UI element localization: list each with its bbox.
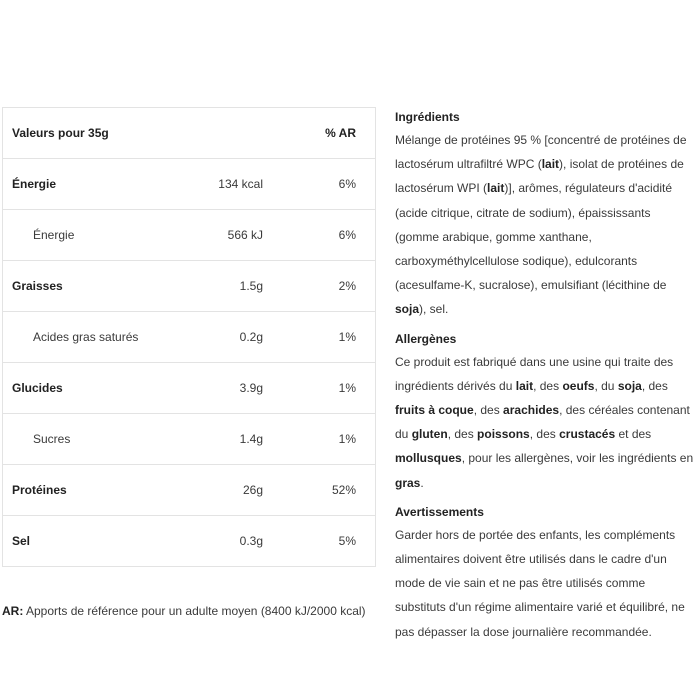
text-segment: , des	[641, 378, 668, 393]
bold-term: lait	[515, 378, 534, 393]
text-segment: ), sel.	[419, 302, 449, 317]
nutrient-value: 1.4g	[239, 432, 263, 446]
nutrient-value: 1.5g	[239, 279, 263, 293]
bold-term: gluten	[411, 427, 448, 442]
ingredients-title: Ingrédients	[395, 110, 460, 124]
nutrient-name: Énergie	[12, 177, 57, 191]
nutrient-ar: 1%	[338, 381, 356, 395]
nutrient-ar: 52%	[331, 483, 356, 497]
nutrition-rows	[3, 159, 375, 566]
nutrient-name: Protéines	[12, 483, 67, 497]
text-segment: , des	[529, 427, 560, 442]
nutrient-value: 3.9g	[239, 381, 263, 395]
nutrition-row	[3, 159, 375, 210]
nutrient-ar: 6%	[338, 177, 356, 191]
nutrient-ar: 1%	[338, 432, 356, 446]
text-segment: , pour les allergènes, voir les ingrédients en	[461, 451, 694, 466]
allergens-text	[395, 350, 695, 495]
bold-term: soja	[617, 378, 642, 393]
text-segment: , des céréales contenant du	[395, 403, 690, 442]
nutrition-row	[3, 210, 375, 261]
ingredients-text	[395, 128, 695, 322]
nutrient-name: Acides gras saturés	[33, 330, 139, 344]
nutrition-row	[3, 465, 375, 516]
nutrient-ar: 1%	[338, 330, 356, 344]
warnings-text: Garder hors de portée des enfants, les compléments alimentaires doivent être utilisés dans le cadre d'un mode de vie sain et ne pas être utilisés comme substituts d'un régime alimentaire varié et équilibré, ne pas dépasser la dose journalière recommandée.	[395, 527, 685, 639]
footnote-text: Apports de référence pour un adulte moyen (8400 kJ/2000 kcal)	[23, 604, 366, 618]
nutrition-table	[2, 107, 376, 567]
bold-term: lait	[541, 157, 560, 172]
text-segment: , des	[533, 378, 563, 393]
bold-term: gras	[395, 475, 421, 490]
allergens-title: Allergènes	[395, 331, 457, 346]
text-segment: Mélange de protéines 95 % [concentré de protéines de lactosérum ultrafiltré WPC (	[395, 133, 687, 172]
product-info	[395, 106, 695, 650]
nutrient-value: 566 kJ	[227, 228, 263, 242]
allergens-section	[395, 328, 695, 495]
nutrient-name: Énergie	[33, 228, 75, 242]
nutrition-row	[3, 516, 375, 566]
bold-term: mollusques	[395, 451, 462, 466]
nutrient-name: Graisses	[12, 279, 63, 293]
nutrient-name: Sel	[12, 534, 31, 548]
bold-term: arachides	[503, 403, 560, 418]
footnote	[2, 604, 366, 618]
text-segment: .	[420, 475, 424, 490]
text-segment: ), isolat de protéines de lactosérum WPI (	[395, 157, 684, 196]
warnings-section	[395, 501, 695, 644]
nutrition-row	[3, 261, 375, 312]
nutrient-ar: 5%	[338, 534, 356, 548]
nutrition-header-ar: % AR	[325, 126, 356, 140]
nutrient-name: Sucres	[33, 432, 71, 446]
nutrition-header-label: Valeurs pour 35g	[12, 126, 109, 140]
bold-term: fruits à coque	[395, 403, 474, 418]
bold-term: crustacés	[559, 427, 616, 442]
text-segment: Ce produit est fabriqué dans une usine qui traite des ingrédients dérivés du	[395, 354, 674, 393]
nutrient-ar: 2%	[338, 279, 356, 293]
nutrient-value: 134 kcal	[218, 177, 263, 191]
nutrient-name: Glucides	[12, 381, 63, 395]
warnings-title: Avertissements	[395, 504, 484, 519]
bold-term: soja	[395, 302, 420, 317]
text-segment: , des	[447, 427, 478, 442]
bold-term: oeufs	[562, 378, 595, 393]
nutrition-row	[3, 363, 375, 414]
ingredients-section	[395, 106, 695, 322]
footnote-label: AR:	[2, 604, 24, 618]
nutrition-header-row	[3, 108, 375, 159]
nutrition-row	[3, 312, 375, 363]
text-segment: , des	[473, 403, 504, 418]
nutrition-row	[3, 414, 375, 465]
nutrient-ar: 6%	[338, 228, 356, 242]
nutrient-value: 26g	[242, 483, 263, 497]
nutrient-value: 0.3g	[239, 534, 263, 548]
bold-term: poissons	[477, 427, 530, 442]
text-segment: , du	[594, 378, 618, 393]
nutrient-value: 0.2g	[239, 330, 263, 344]
text-segment: )], arômes, régulateurs d'acidité (acide citrique, citrate de sodium), épaississants (gomme arabique, gomme xanthane, carboxyméthylcellulose sodique), edulcorants (acesulfame-K, sucralose), emulsifiant (lécithine de	[395, 181, 673, 293]
text-segment: et des	[615, 427, 652, 442]
bold-term: lait	[487, 181, 505, 196]
